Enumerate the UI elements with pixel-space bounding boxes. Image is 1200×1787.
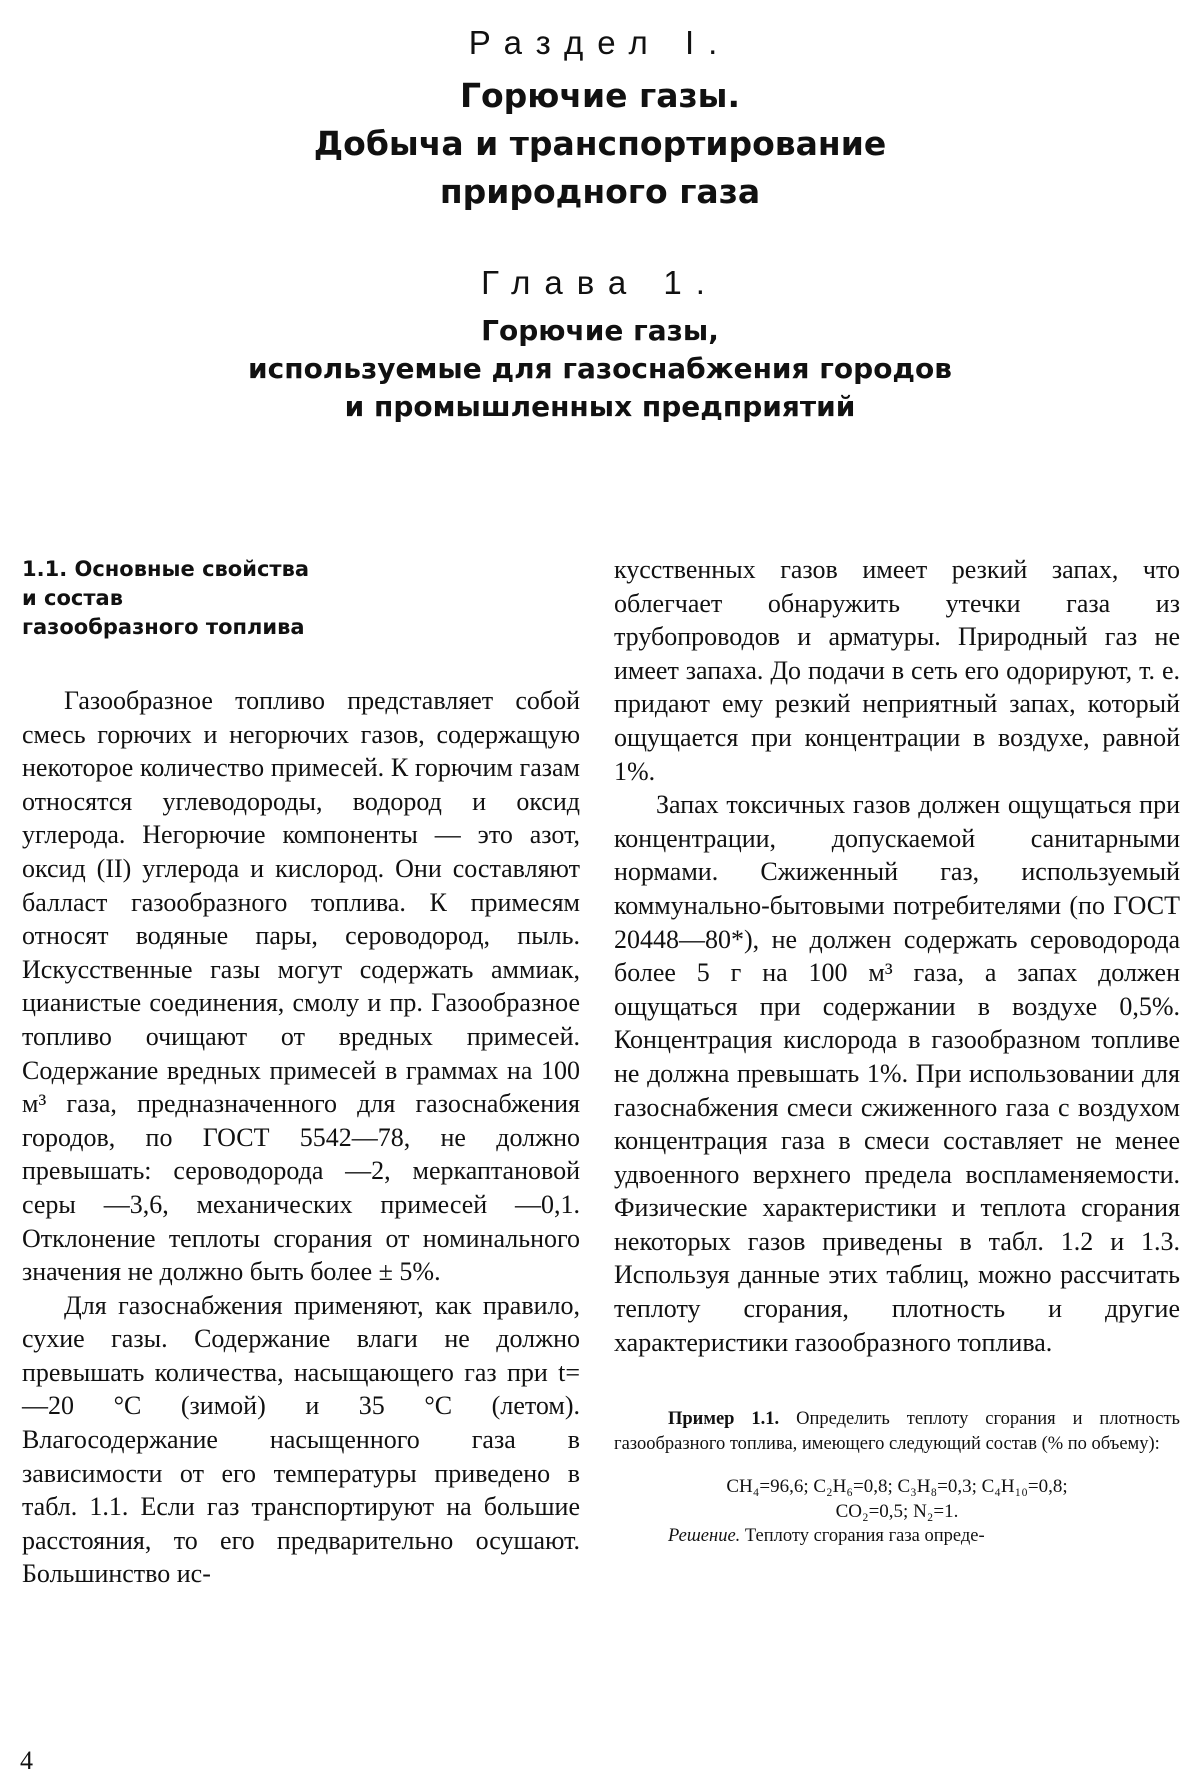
chapter-title-line: Горючие газы, <box>481 314 719 347</box>
section-title-line: Добыча и транспортирование <box>313 124 887 163</box>
body-paragraph: Запах токсичных газов должен ощущаться при концентрации, допускаемой санитарными нормами. Сжиженный газ, используемый коммунально-бытовыми потребителями (по ГОСТ 20448—80*), не должен содержать сероводорода более 5 г на 100 м³ газа, а запах должен ощущаться при содержании в воздухе 0,5%. Концентрация кислорода в газообразном топливе не должна превышать 1%. При использовании для газоснабжения смеси сжиженного газа с воздухом концентрация газа в смеси составляет не менее удвоенного верхнего предела воспламеняемости. Физические характеристики и теплота сгорания некоторых газов приведены в табл. 1.2 и 1.3. Используя данные этих таблиц, можно рассчитать теплоту сгорания, плотность и другие характеристики газообразного топлива. <box>614 790 1180 1357</box>
composition-formula: CO₂=0,5; N₂=1. <box>835 1501 959 1523</box>
section-label: Раздел I. <box>468 24 732 61</box>
example-text: Определить теплоту сгорания и плотность газообразного топлива, имеющего следующий состав (% по объему): <box>614 1409 1180 1454</box>
chapter-heading <box>0 262 1200 426</box>
section-title-line: природного газа <box>439 172 761 211</box>
example-intro <box>614 1407 1180 1456</box>
left-column <box>22 555 580 1591</box>
chapter-title-line: используемые для газоснабжения городов <box>248 352 952 385</box>
example-label: Пример 1.1. <box>668 1409 780 1430</box>
body-paragraph: кусственных газов имеет резкий запах, что облегчает обнаружить утечки газа из трубопроводов и арматуры. Природный газ не имеет запаха. До подачи в сеть его одорируют, т. е. придают ему резкий неприятный запах, который ощущается при концентрации в воздухе, равной 1%. <box>614 555 1180 786</box>
solution-label: Решение. <box>668 1526 741 1547</box>
section-title-line: Горючие газы. <box>459 76 741 115</box>
subsection-title-line: газообразного топлива <box>22 615 305 639</box>
body-paragraph: Газообразное топливо представляет собой смесь горючих и негорючих газов, содержащую некоторое количество примесей. К горючим газам относятся углеводороды, водород и оксид углерода. Негорючие компоненты — это азот, оксид (II) углерода и кислород. Они составляют балласт газообразного топлива. К примесям относят водяные пары, сероводород, пыль. Искусственные газы могут содержать аммиак, цианистые соединения, смолу и пр. Газообразное топливо очищают от вредных примесей. Содержание вредных примесей в граммах на 100 м³ газа, предназначенного для газоснабжения городов, по ГОСТ 5542—78, не должно превышать: сероводорода —2, меркаптановой серы —3,6, механических примесей —0,1. Отклонение теплоты сгорания от номинального значения не должно быть более ± 5%. <box>22 686 580 1287</box>
chapter-label: Глава 1. <box>481 264 719 301</box>
example-block <box>614 1407 1180 1549</box>
subsection-title-line: 1.1. Основные свойства <box>22 557 310 581</box>
chapter-title-line: и промышленных предприятий <box>344 390 856 423</box>
right-column <box>614 553 1180 1549</box>
body-paragraph: Для газоснабжения применяют, как правило, сухие газы. Содержание влаги не должно превышать количества, насыщающего газ при t=—20 °С (зимой) и 35 °С (летом). Влагосодержание насыщенного газа в зависимости от его температуры приведено в табл. 1.1. Если газ транспортируют на большие расстояния, то его предварительно осушают. Большинство ис- <box>22 1290 580 1589</box>
subsection-title-line: и состав <box>22 586 123 610</box>
page-number: 4 <box>20 1746 33 1775</box>
solution-text: Теплоту сгорания газа опреде- <box>744 1526 985 1547</box>
solution-line <box>614 1524 1180 1549</box>
subsection-title <box>22 555 580 642</box>
section-heading <box>0 22 1200 216</box>
composition-formula: CH₄=96,6; C₂H₆=0,8; C₃H₈=0,3; C₄H₁₀=0,8; <box>726 1476 1068 1498</box>
